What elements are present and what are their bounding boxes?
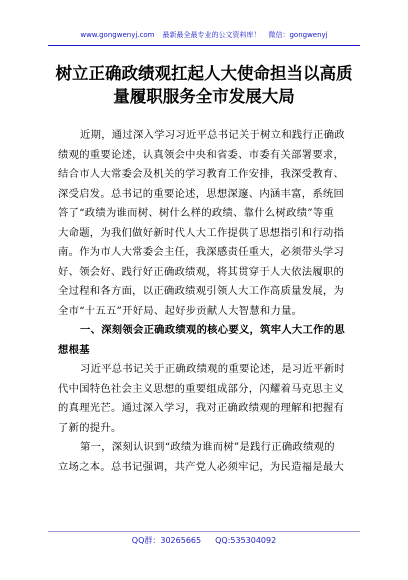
body-line: 全过程和各方面，以正确政绩观引领人大工作高质量发展，为 [58, 285, 345, 297]
body-line: 代中国特色社会主义思想的重要组成部分，闪耀着马克思主义 [58, 382, 345, 395]
title-line: 树立正确政绩观扛起人大使命担当以高质 [55, 64, 353, 83]
document-body [58, 126, 354, 477]
body-line: 全市“十五五”开好局、起好步贡献人大智慧和力量。 [58, 304, 303, 317]
page-header [0, 30, 408, 40]
body-line: 立场之本。总书记强调，共产党人必须牢记，为民造福是最大 [58, 460, 345, 473]
section-heading: 一、深刻领会正确政绩观的核心要义，筑牢人大工作的思 [80, 324, 345, 336]
body-line: 好、领会好、践行好正确政绩观，将其贯穿于人大依法履职的 [58, 265, 345, 278]
footer-qq: QQ:535304092 [215, 536, 277, 545]
body-line: 南。作为市人大常委会主任，我深感责任重大，必须带头学习 [58, 246, 345, 258]
body-line: 答了“政绩为谁而树、树什么样的政绩、靠什么树政绩”等重 [58, 207, 335, 219]
body-line: 习近平总书记关于正确政绩观的重要论述，是习近平新时 [80, 363, 345, 375]
header-slogan: 最新最全最专业的公文资料库！ [162, 31, 261, 39]
section-heading: 想根基 [58, 343, 90, 356]
header-wechat: 微信：gongwenyj [268, 31, 328, 39]
header-website-link[interactable]: www.gongwenyj.com [80, 31, 155, 39]
page-footer [0, 535, 408, 546]
body-line: 绩观的重要论述，认真领会中央和省委、市委有关部署要求， [58, 148, 345, 161]
header-divider [48, 45, 360, 46]
footer-qq-group: QQ群：30265665 [131, 536, 202, 545]
document-title [40, 62, 368, 108]
body-line: 第一，深刻认识到“政绩为谁而树”是践行正确政绩观的 [80, 441, 335, 453]
title-line: 量履职服务全市发展大局 [113, 87, 295, 106]
body-line: 大命题，为我们做好新时代人大工作提供了思想指引和行动指 [58, 226, 345, 239]
body-line: 结合市人大常委会及机关的学习教育工作安排，我深受教育、 [58, 168, 345, 180]
body-line: 近期，通过深入学习习近平总书记关于树立和践行正确政 [80, 129, 345, 141]
footer-divider [48, 531, 360, 532]
body-line: 了新的提升。 [58, 421, 122, 434]
body-line: 的真理光芒。通过深入学习，我对正确政绩观的理解和把握有 [58, 402, 345, 414]
body-line: 深受启发。总书记的重要论述，思想深邃、内涵丰富，系统回 [58, 187, 345, 200]
